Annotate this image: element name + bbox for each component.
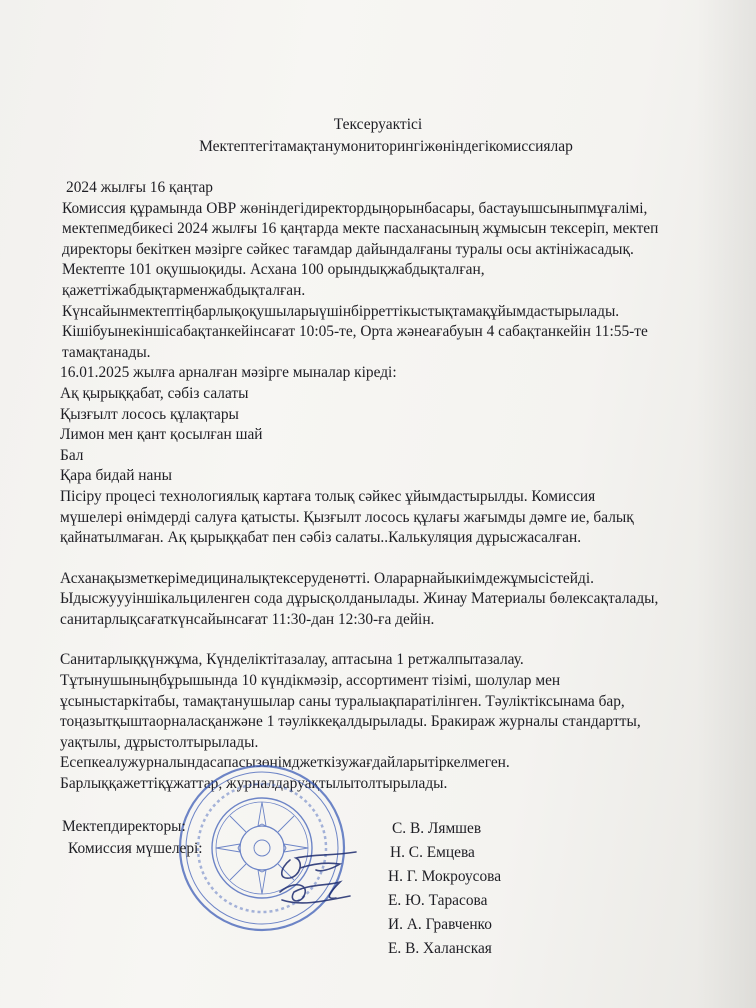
paragraph-line: тоңазытқыштаорналасқанжәне 1 тәуліккеқалдырылады. Бракираж журналы стандартты, — [60, 713, 641, 731]
paragraph-line: Пісіру процесі технологиялық картаға толық сәйкес ұйымдастырылды. Комиссия — [60, 487, 596, 505]
paragraph-line: қайнатылмаған. Ақ қырыққабат пен сәбіз салаты..Калькуляция дұрысжасалған. — [60, 529, 582, 547]
menu-item: Ақ қырыққабат, сәбіз салаты — [60, 384, 249, 402]
paragraph-line: мектепмедбикесі 2024 жылғы 16 қаңтарда мекте пасханасының жұмысын тексеріп, мектеп — [62, 220, 659, 238]
paragraph-line: Кішібуынекіншісабақтанкейінсағат 10:05-те, Орта жәнеағабуын 4 сабақтанкейін 11:55-те — [62, 323, 648, 341]
paragraph-line: Күнсайынмектептіңбарлықоқушыларыүшінбірреттікыстықтамақұйымдастырылады. — [62, 302, 620, 320]
document-subtitle: Мектептегітамақтанумониторингіжөніндегікомиссиялар — [199, 138, 573, 155]
signatory-name: Е. В. Халанская — [388, 940, 492, 957]
paragraph-line: Санитарлыққүнжұма, Күнделіктітазалау, аптасына 1 ретжалпытазалау. — [60, 651, 524, 669]
menu-item: Қара бидай наны — [60, 467, 172, 485]
paragraph-line: Комиссия құрамында ОВР жөніндегідиректордыңорынбасары, бастауышсыныпмұғалімі, — [62, 199, 648, 217]
paragraph-line: санитарлықсағаткүнсайынсағат 11:30-дан 12:30-ға дейін. — [60, 610, 435, 628]
paragraph-line: қажеттіжабдықтарменжабдықталған. — [62, 281, 306, 299]
menu-item: Қызғылт лосось құлақтары — [60, 405, 239, 423]
paragraph-gap — [60, 549, 702, 569]
signatory-name: Н. Г. Мокроусова — [388, 868, 502, 885]
paragraph-line: Есепкеалужурналындасапасызөнімджеткізужағдайларытіркелмеген. — [60, 754, 510, 772]
paragraph-line: уақтылы, дұрыстолтырылады. — [60, 733, 259, 751]
paragraph-line: мүшелері өнімдерді салуға қатысты. Қызғылт лосось құлағы жағымды дәмге ие, балық — [60, 508, 634, 526]
commission-label: Комиссия мүшелері: — [68, 840, 203, 857]
signatory-name: Н. С. Емцева — [390, 844, 475, 861]
signatory-name: Е. Ю. Тарасова — [388, 892, 488, 909]
paragraph-gap — [60, 630, 702, 650]
paragraph-line: Барлыққажеттіқұжаттар, журналдаруақтылытолтырылады. — [60, 775, 448, 793]
paragraph-line: Тұтынушыныңбұрышында 10 күндікмәзір, ассортимент тізімі, шолулар мен — [60, 672, 561, 690]
menu-item: Лимон мен қант қосылған шай — [60, 426, 263, 444]
paragraph-line: Мектепте 101 оқушыоқиды. Асхана 100 орындықжабдықталған, — [62, 261, 485, 279]
paragraph-line: ұсыныстаркітабы, тамақтанушылар саны туралыақпаратілінген. Тәуліктіксынама бар, — [60, 692, 625, 710]
paragraph-line: тамақтанады. — [62, 343, 151, 361]
paragraph-line: директоры бекіткен мәзірге сәйкес тағамдар дайындалғаны туралы осы актініжасадық. — [62, 240, 634, 258]
menu-intro: 16.01.2025 жылға арналған мәзірге мыналар кіреді: — [60, 364, 397, 382]
paragraph-line: Асханақызметкерімедициналықтексеруденөтті. Оларарнайыкиімдежұмысістейді. — [60, 569, 594, 587]
menu-item: Бал — [60, 446, 84, 464]
paragraph-line: Ыдысжуууіншікальциленген сода дұрысқолданылады. Жинау Материалы бөлексақталады, — [60, 590, 659, 608]
handwritten-signature-icon — [260, 840, 370, 920]
signatory-name: И. А. Гравченко — [388, 916, 492, 933]
date-line: 2024 жылғы 16 қаңтар — [66, 179, 214, 196]
document-title: Тексеруактісі — [333, 116, 423, 133]
director-label: Мектепдиректоры: — [62, 818, 186, 835]
signatory-name: С. В. Лямшев — [392, 820, 482, 837]
document-body — [62, 178, 702, 795]
